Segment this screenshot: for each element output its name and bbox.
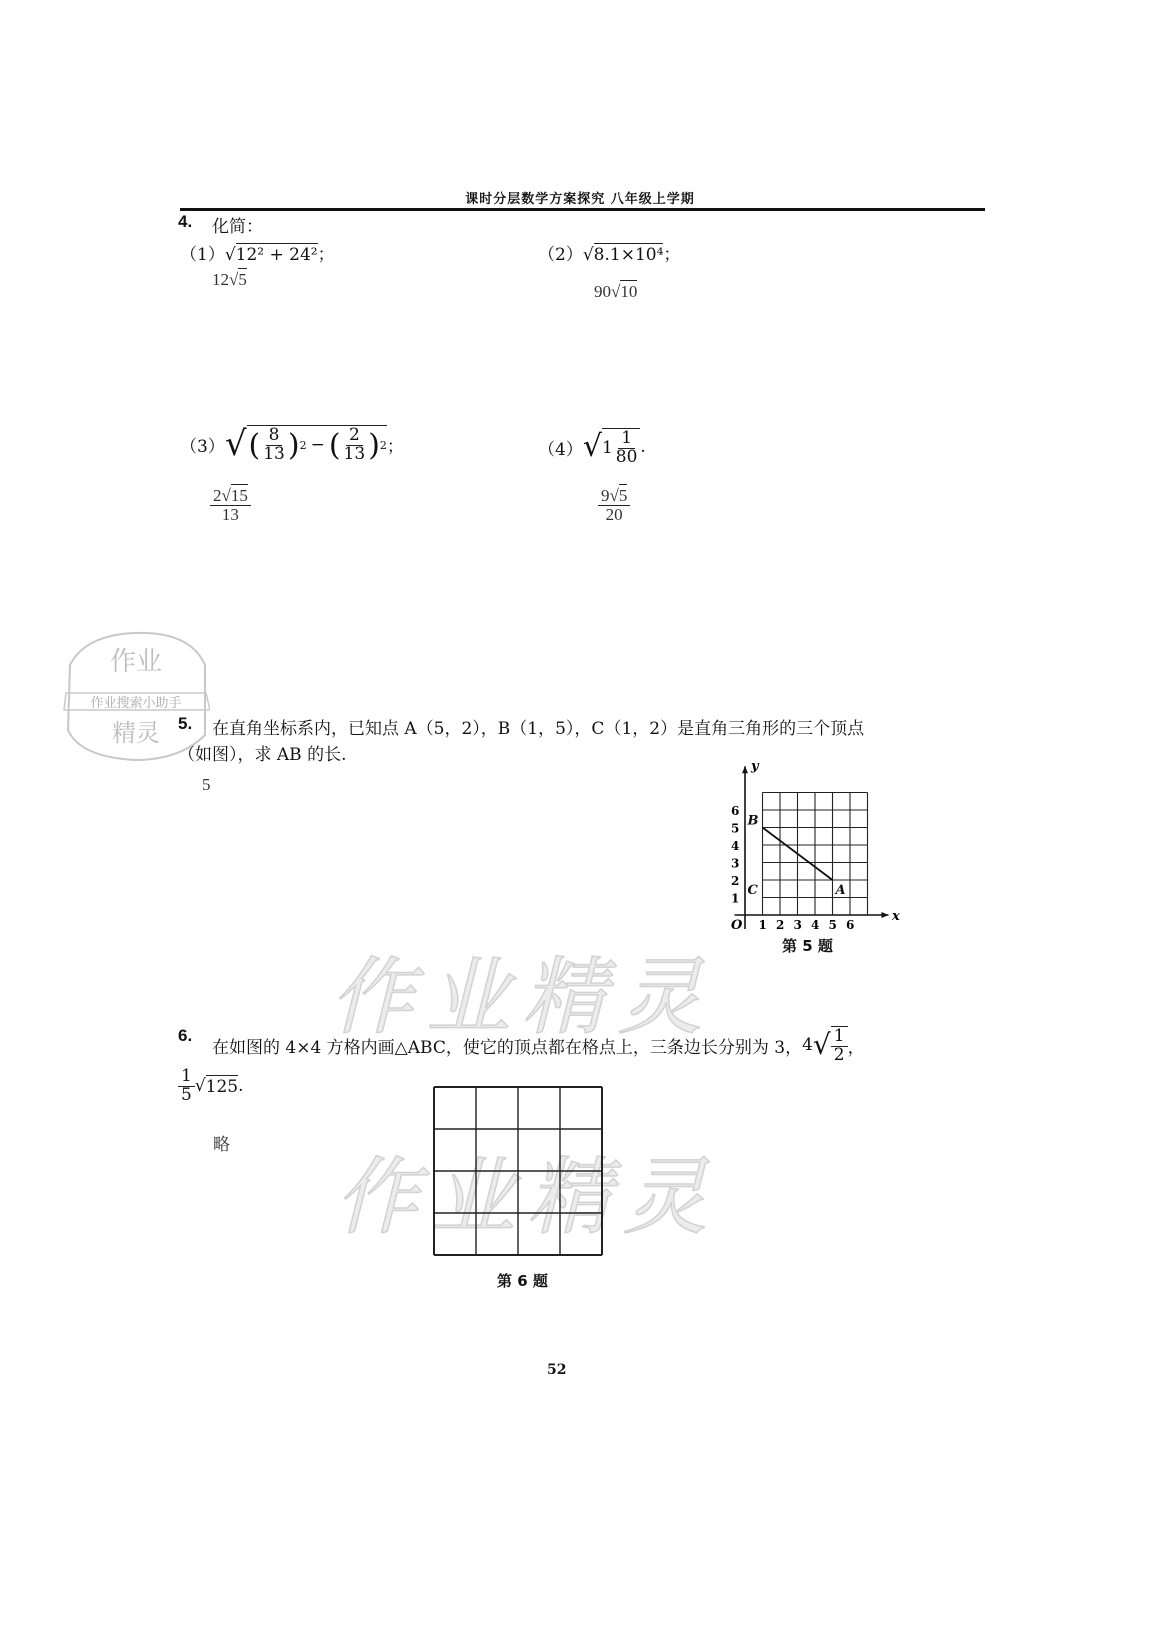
y-tick-label: 6	[731, 804, 740, 818]
q4-part2-label: （2）	[538, 245, 583, 265]
q6-grid-figure	[432, 1085, 604, 1257]
q4-part2-expr: 8.1×10⁴	[593, 245, 664, 265]
y-axis-label: y	[751, 758, 759, 774]
q4-part3: （3） √ ( $\frac{8}{13}$ ) 2 − ( $\frac{2}{13}$ ) 2 ；	[180, 424, 404, 465]
q4-part3-label: （3）	[180, 436, 225, 457]
q4-part4: （4） √ 1 $\frac{1}{80}$ .	[538, 428, 646, 467]
watermark-2: 作业精灵	[335, 1148, 720, 1246]
q6-answer: 略	[213, 1135, 230, 1154]
y-tick-label: 3	[731, 856, 740, 871]
seal-text-middle: 作业搜索小助手	[90, 696, 182, 711]
q4-part1-answer: 12√5	[212, 270, 247, 289]
x-tick-label: 3	[793, 918, 802, 932]
seal-text-top: 作业	[109, 647, 163, 677]
q4-part1-expr: 12² + 24²	[235, 245, 318, 265]
q5-text-line2: （如图），求 AB 的长.	[178, 745, 347, 765]
q4-part2: （2）√8.1×10⁴；	[538, 245, 681, 265]
q5-number: 5.	[178, 714, 193, 733]
q5-coordinate-figure	[715, 735, 915, 955]
y-tick-label: 1	[731, 891, 740, 906]
q4-part4-answer: $\frac{9√5}{20}$	[598, 487, 630, 524]
q6-text-line2: $\frac{1}{5}$ √ 125 .	[178, 1068, 244, 1105]
page-number: 52	[547, 1362, 567, 1378]
x-axis-label: x	[892, 909, 900, 924]
x-tick-label: 5	[828, 918, 837, 932]
q6-text: 在如图的 4×4 方格内画△ABC，使它的顶点都在格点上，三条边长分别为 3， 4 √ $\frac{1}{2}$ ，	[212, 1026, 865, 1065]
origin-label: O	[731, 918, 743, 933]
x-tick-label: 4	[811, 918, 820, 932]
seal-text-bottom: 精灵	[112, 719, 160, 747]
header-rule	[180, 208, 985, 211]
page-header: 课时分层数学方案探究 八年级上学期	[465, 192, 695, 207]
q5-text-line1: 在直角坐标系内，已知点 A（5，2），B（1，5），C（1，2）是直角三角形的三个顶点	[212, 719, 865, 739]
x-tick-label: 2	[776, 918, 785, 932]
q4-part2-answer: 90√10	[594, 282, 638, 301]
q5-answer: 5	[202, 775, 211, 794]
q6-caption: 第 6 题	[497, 1272, 548, 1290]
y-tick-label: 4	[731, 839, 740, 853]
point-label-c: C	[747, 883, 758, 898]
q4-part1-label: （1）	[180, 245, 225, 265]
y-tick-label: 5	[731, 821, 740, 836]
q5-caption: 第 5 题	[782, 937, 833, 955]
x-tick-label: 6	[846, 918, 855, 932]
watermark-1: 作业精灵	[330, 948, 715, 1046]
y-axis-arrow	[742, 766, 748, 773]
q4-part3-answer: $\frac{2√15}{13}$	[210, 487, 251, 524]
q4-part1: （1）√12² + 24²；	[180, 245, 335, 265]
x-tick-label: 1	[758, 918, 767, 932]
q4-prompt: 化简：	[212, 217, 263, 237]
x-axis-arrow	[882, 912, 889, 918]
point-label-a: A	[835, 883, 846, 898]
q6-number: 6.	[178, 1026, 193, 1045]
y-tick-label: 2	[731, 874, 740, 888]
q4-part4-label: （4）	[538, 439, 583, 460]
point-label-b: B	[747, 813, 759, 829]
q4-number: 4.	[178, 212, 193, 231]
